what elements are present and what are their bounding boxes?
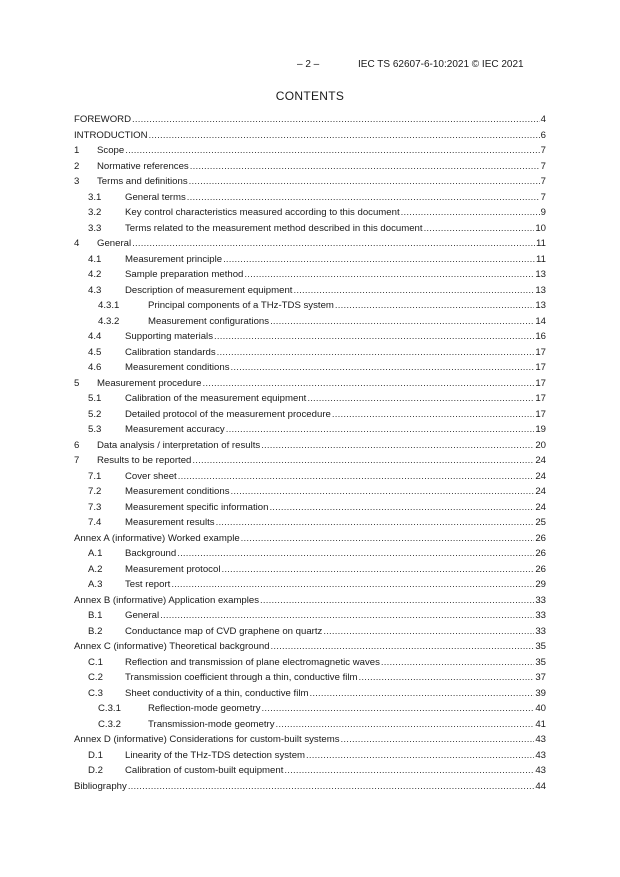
- toc-entry-number: 2: [74, 160, 80, 172]
- toc-entry-page: 11: [536, 253, 546, 265]
- toc-entry-page: 7: [540, 191, 546, 203]
- toc-entry[interactable]: [74, 283, 546, 299]
- dot-leader: [132, 112, 540, 127]
- toc-entry-title: Normative references: [97, 160, 189, 172]
- dot-leader: [190, 159, 540, 174]
- toc-entry-title: Data analysis / interpretation of results: [97, 439, 261, 451]
- toc-entry-title: Linearity of the THz-TDS detection system: [125, 749, 306, 761]
- toc-entry-number: C.1: [88, 656, 103, 668]
- toc-entry-page: 33: [535, 625, 546, 637]
- toc-entry-number: 4.5: [88, 346, 102, 358]
- toc-entry-title: Measurement procedure: [97, 377, 202, 389]
- toc-entry-page: 20: [535, 439, 546, 451]
- toc-entry[interactable]: [74, 500, 546, 516]
- toc-entry[interactable]: [74, 608, 546, 624]
- dot-leader: [260, 593, 534, 608]
- toc-entry[interactable]: [74, 314, 546, 330]
- toc-entry-page: 43: [535, 765, 546, 776]
- toc-entry-title: Cover sheet: [125, 470, 177, 482]
- toc-entry-title: Bibliography: [74, 780, 127, 792]
- dot-leader: [160, 608, 534, 623]
- page-title: CONTENTS: [275, 89, 345, 103]
- toc-entry[interactable]: [74, 701, 546, 717]
- toc-entry[interactable]: [74, 577, 546, 593]
- toc-entry-page: 19: [535, 424, 546, 435]
- dot-leader: [128, 779, 535, 794]
- toc-entry[interactable]: [74, 531, 546, 547]
- toc-entry[interactable]: [74, 562, 546, 578]
- toc-entry-page: 24: [535, 455, 546, 466]
- toc-entry-number: 4.4: [88, 331, 102, 342]
- toc-entry-title: Annex C (informative) Theoretical background: [74, 641, 270, 652]
- toc-entry-number: 5.1: [88, 393, 102, 404]
- toc-entry-number: B.2: [88, 625, 103, 637]
- toc-entry-page: 26: [535, 548, 546, 559]
- toc-entry-title: Calibration standards: [125, 346, 216, 358]
- dot-leader: [223, 252, 535, 267]
- toc-entry-page: 13: [535, 284, 546, 296]
- toc-entry-page: 43: [535, 734, 546, 745]
- dot-leader: [149, 128, 540, 143]
- toc-entry-title: Measurement results: [125, 517, 215, 528]
- toc-entry-title: General: [125, 610, 160, 621]
- dot-leader: [335, 298, 534, 313]
- toc-entry-number: 7: [74, 455, 80, 466]
- dot-leader: [189, 174, 540, 189]
- toc-entry[interactable]: [74, 717, 546, 733]
- toc-entry-number: 4.3: [88, 284, 102, 296]
- toc-entry-title: General: [97, 238, 132, 249]
- toc-entry[interactable]: [74, 391, 546, 407]
- toc-entry[interactable]: [74, 236, 546, 252]
- dot-leader: [276, 717, 535, 732]
- toc-entry-number: 3: [74, 176, 80, 187]
- toc-entry-page: 11: [536, 238, 546, 249]
- dot-leader: [341, 732, 535, 747]
- toc-entry-page: 7: [540, 145, 546, 156]
- toc-entry-title: Transmission coefficient through a thin, conductive film: [125, 672, 358, 683]
- toc-entry-title: Conductance map of CVD graphene on quartz: [125, 625, 323, 637]
- toc-entry-page: 10: [535, 222, 546, 234]
- dot-leader: [401, 205, 540, 220]
- toc-entry-page: 44: [535, 780, 546, 792]
- toc-entry-number: 4.1: [88, 253, 102, 265]
- toc-entry-title: Annex A (informative) Worked example: [74, 532, 240, 544]
- toc-entry-number: 4.3.1: [98, 300, 120, 311]
- toc-entry[interactable]: [74, 345, 546, 361]
- toc-entry[interactable]: [74, 267, 546, 283]
- toc-entry-number: 6: [74, 439, 80, 451]
- toc-entry[interactable]: [74, 639, 546, 655]
- toc-entry-page: 29: [535, 579, 546, 590]
- toc-entry-number: 5: [74, 377, 80, 389]
- toc-entry-title: Annex B (informative) Application examples: [74, 594, 260, 606]
- toc-entry-title: Measurement conditions: [125, 362, 230, 373]
- toc-entry-title: Annex D (informative) Considerations for custom-built systems: [74, 734, 340, 745]
- toc-entry-title: Reflection-mode geometry: [148, 703, 261, 714]
- toc-entry-number: 4.2: [88, 269, 102, 280]
- toc-entry[interactable]: [74, 624, 546, 640]
- toc-entry[interactable]: [74, 221, 546, 237]
- toc-entry-title: Results to be reported: [97, 455, 192, 466]
- toc-entry-title: Background: [125, 548, 177, 559]
- toc-entry-number: 4.6: [88, 362, 102, 373]
- toc-entry-title: Test report: [125, 579, 171, 590]
- dot-leader: [203, 376, 535, 391]
- dot-leader: [307, 391, 534, 406]
- toc-entry-title: FOREWORD: [74, 114, 132, 125]
- toc-entry-title: Description of measurement equipment: [125, 284, 293, 296]
- dot-leader: [241, 531, 535, 546]
- toc-entry-page: 13: [535, 300, 546, 311]
- toc-entry-title: Calibration of the measurement equipment: [125, 393, 307, 404]
- toc-entry-page: 35: [535, 641, 546, 652]
- toc-entry[interactable]: [74, 438, 546, 454]
- toc-entry-number: C.3.2: [98, 718, 121, 730]
- dot-leader: [309, 686, 534, 701]
- toc-entry-page: 17: [535, 408, 546, 420]
- dot-leader: [192, 453, 534, 468]
- toc-entry-page: 16: [535, 331, 546, 342]
- toc-entry-number: 4: [74, 238, 80, 249]
- toc-entry-title: INTRODUCTION: [74, 129, 148, 141]
- dot-leader: [262, 701, 535, 716]
- toc-entry[interactable]: [74, 252, 546, 268]
- page-header: [0, 59, 620, 73]
- dot-leader: [226, 422, 535, 437]
- toc-entry[interactable]: [74, 469, 546, 485]
- toc-entry-title: Key control characteristics measured according to this document: [125, 207, 400, 218]
- dot-leader: [187, 190, 540, 205]
- dot-leader: [271, 639, 535, 654]
- dot-leader: [221, 562, 534, 577]
- toc-entry-page: 41: [535, 718, 546, 730]
- toc-entry[interactable]: [74, 407, 546, 423]
- toc-entry-page: 6: [540, 129, 546, 141]
- toc-entry-page: 24: [535, 470, 546, 482]
- toc-entry-page: 14: [535, 315, 546, 327]
- toc-entry-number: C.3.1: [98, 703, 121, 714]
- toc-entry-title: Reflection and transmission of plane electromagnetic waves: [125, 656, 380, 668]
- toc-entry-number: 7.1: [88, 470, 102, 482]
- toc-entry-page: 17: [535, 377, 546, 389]
- toc-entry[interactable]: [74, 174, 546, 190]
- toc-entry[interactable]: [74, 670, 546, 686]
- page-number: – 2 –: [297, 59, 320, 70]
- toc-entry[interactable]: [74, 779, 546, 795]
- dot-leader: [178, 469, 535, 484]
- toc-entry-number: A.3: [88, 579, 103, 590]
- toc-entry[interactable]: [74, 748, 546, 764]
- toc-entry-title: Measurement protocol: [125, 563, 221, 575]
- dot-leader: [381, 655, 534, 670]
- toc-entry-page: 39: [535, 687, 546, 699]
- toc-entry-page: 40: [535, 703, 546, 714]
- toc-entry-page: 4: [540, 114, 546, 125]
- toc-entry-page: 26: [535, 532, 546, 544]
- toc-entry-page: 43: [535, 749, 546, 761]
- document-reference: IEC TS 62607-6-10:2021 © IEC 2021: [358, 59, 524, 70]
- toc-entry[interactable]: [74, 686, 546, 702]
- toc-entry-page: 17: [535, 346, 546, 358]
- dot-leader: [284, 763, 534, 778]
- toc-entry-title: Measurement conditions: [125, 486, 230, 497]
- toc-entry-number: 5.2: [88, 408, 102, 420]
- toc-entry[interactable]: [74, 376, 546, 392]
- toc-entry-title: Terms related to the measurement method described in this document: [125, 222, 423, 234]
- toc-entry[interactable]: [74, 298, 546, 314]
- table-of-contents: [74, 112, 546, 794]
- toc-entry-title: Measurement specific information: [125, 501, 269, 513]
- toc-entry-page: 37: [535, 672, 546, 683]
- toc-entry-number: D.1: [88, 749, 103, 761]
- toc-entry-page: 33: [535, 610, 546, 621]
- toc-entry-title: Scope: [97, 145, 125, 156]
- toc-entry-title: Measurement configurations: [148, 315, 270, 327]
- toc-entry-number: 3.2: [88, 207, 102, 218]
- toc-entry-number: 5.3: [88, 424, 102, 435]
- toc-entry-title: Principal components of a THz-TDS system: [148, 300, 334, 311]
- dot-leader: [177, 546, 534, 561]
- dot-leader: [214, 329, 534, 344]
- toc-entry-page: 17: [535, 362, 546, 373]
- toc-entry[interactable]: [74, 422, 546, 438]
- toc-entry[interactable]: [74, 329, 546, 345]
- toc-entry-title: Measurement accuracy: [125, 424, 225, 435]
- dot-leader: [293, 283, 534, 298]
- toc-entry[interactable]: [74, 205, 546, 221]
- toc-entry-title: General terms: [125, 191, 186, 203]
- dot-leader: [244, 267, 534, 282]
- toc-entry-number: 7.4: [88, 517, 102, 528]
- toc-entry[interactable]: [74, 593, 546, 609]
- toc-entry[interactable]: [74, 159, 546, 175]
- dot-leader: [132, 236, 535, 251]
- toc-entry[interactable]: [74, 143, 546, 159]
- toc-entry[interactable]: [74, 546, 546, 562]
- toc-entry[interactable]: [74, 763, 546, 779]
- toc-entry[interactable]: [74, 190, 546, 206]
- toc-entry-title: Measurement principle: [125, 253, 223, 265]
- dot-leader: [270, 314, 534, 329]
- toc-entry-number: B.1: [88, 610, 103, 621]
- toc-entry[interactable]: [74, 453, 546, 469]
- toc-entry-number: 1: [74, 145, 80, 156]
- toc-entry-title: Calibration of custom-built equipment: [125, 765, 284, 776]
- toc-entry[interactable]: [74, 112, 546, 128]
- toc-entry-number: D.2: [88, 765, 103, 776]
- dot-leader: [269, 500, 534, 515]
- toc-entry-number: 3.3: [88, 222, 102, 234]
- toc-entry-number: C.3: [88, 687, 103, 699]
- dot-leader: [216, 515, 535, 530]
- toc-entry-number: 3.1: [88, 191, 102, 203]
- toc-entry-page: 13: [535, 269, 546, 280]
- toc-entry-page: 33: [535, 594, 546, 606]
- toc-entry-page: 35: [535, 656, 546, 668]
- toc-entry-page: 26: [535, 563, 546, 575]
- toc-entry-page: 24: [535, 486, 546, 497]
- toc-entry[interactable]: [74, 128, 546, 144]
- toc-entry-title: Sheet conductivity of a thin, conductive film: [125, 687, 309, 699]
- toc-entry-page: 24: [535, 501, 546, 513]
- toc-entry[interactable]: [74, 732, 546, 748]
- dot-leader: [125, 143, 539, 158]
- dot-leader: [323, 624, 534, 639]
- dot-leader: [332, 407, 534, 422]
- toc-entry-title: Terms and definitions: [97, 176, 188, 187]
- dot-leader: [171, 577, 534, 592]
- dot-leader: [261, 438, 534, 453]
- toc-entry-title: Transmission-mode geometry: [148, 718, 275, 730]
- toc-entry-number: C.2: [88, 672, 103, 683]
- toc-entry-page: 25: [535, 517, 546, 528]
- dot-leader: [306, 748, 534, 763]
- toc-entry-title: Detailed protocol of the measurement procedure: [125, 408, 331, 420]
- dot-leader: [359, 670, 535, 685]
- dot-leader: [217, 345, 535, 360]
- toc-entry-page: 7: [540, 176, 546, 187]
- toc-entry-number: A.1: [88, 548, 103, 559]
- toc-entry[interactable]: [74, 484, 546, 500]
- dot-leader: [231, 360, 535, 375]
- toc-entry-number: 7.2: [88, 486, 102, 497]
- toc-entry-page: 7: [540, 160, 546, 172]
- toc-entry-title: Supporting materials: [125, 331, 213, 342]
- toc-entry-title: Sample preparation method: [125, 269, 244, 280]
- toc-entry[interactable]: [74, 515, 546, 531]
- toc-entry[interactable]: [74, 360, 546, 376]
- toc-entry-page: 9: [540, 207, 546, 218]
- toc-entry-number: A.2: [88, 563, 103, 575]
- dot-leader: [231, 484, 535, 499]
- toc-entry-number: 4.3.2: [98, 315, 120, 327]
- dot-leader: [424, 221, 535, 236]
- toc-entry-page: 17: [535, 393, 546, 404]
- toc-entry-number: 7.3: [88, 501, 102, 513]
- toc-entry[interactable]: [74, 655, 546, 671]
